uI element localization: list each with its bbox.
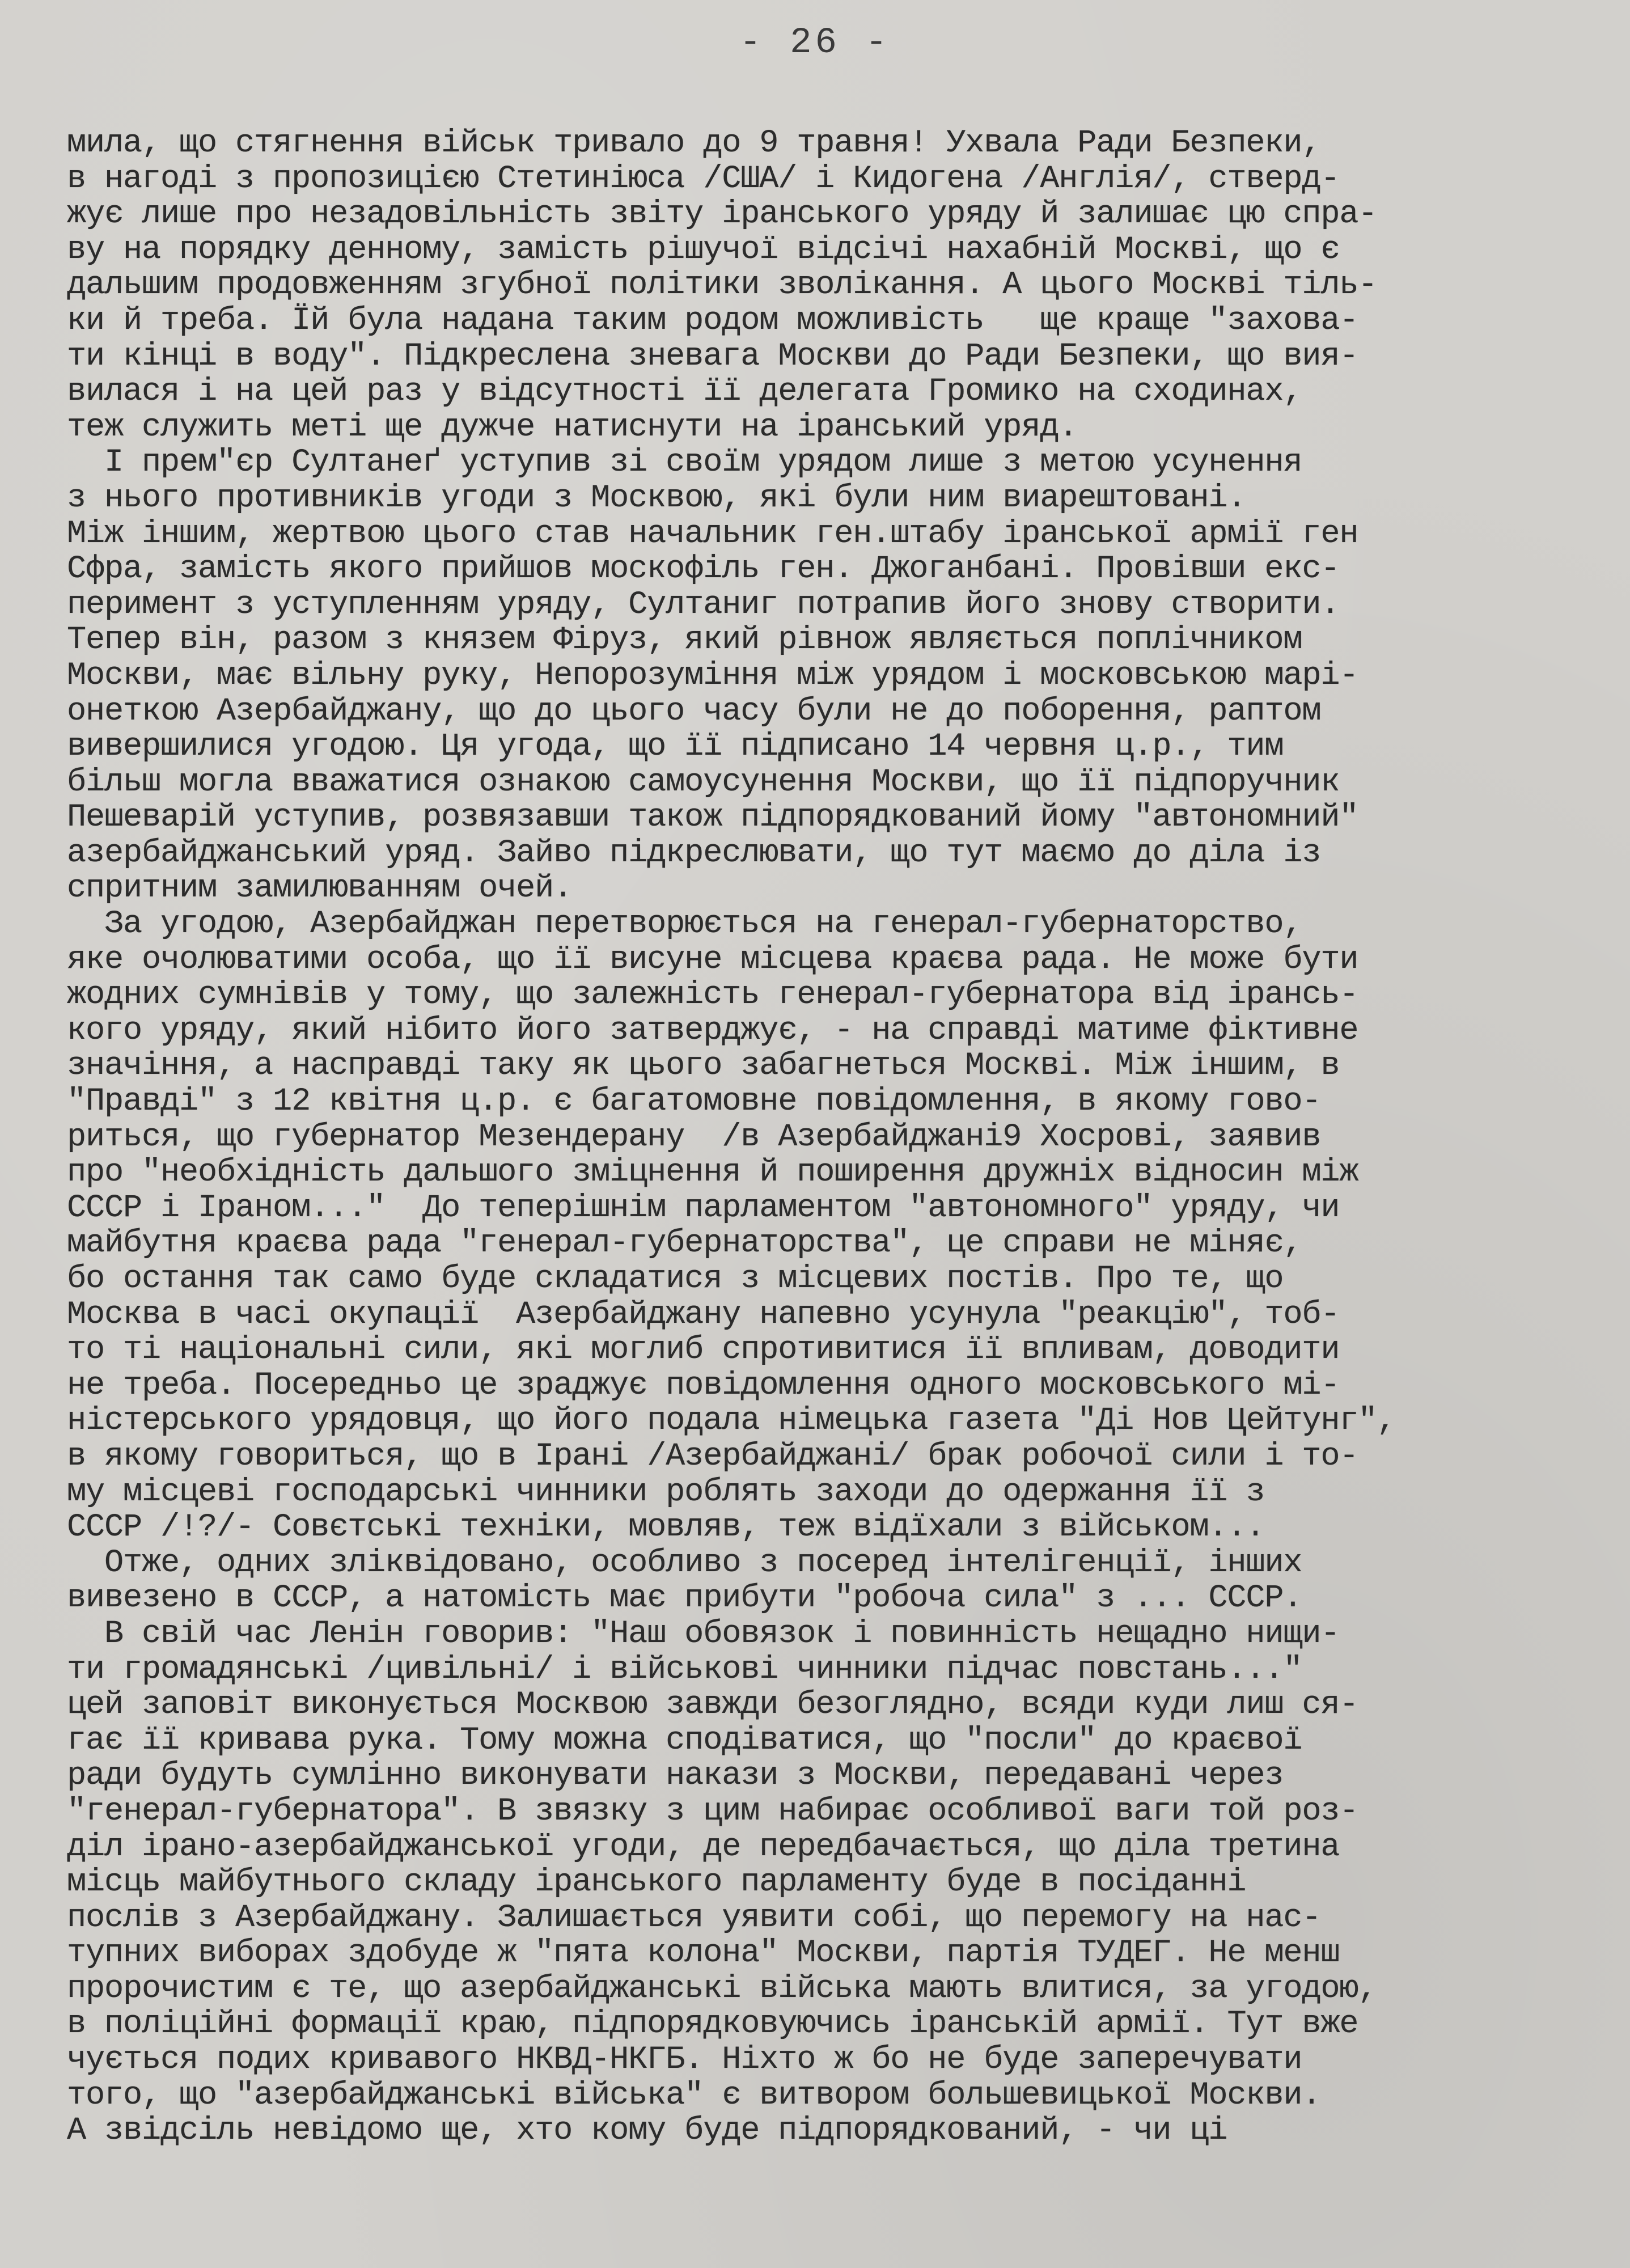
text-line: більш могла вважатися ознакою самоусунення Москви, що її підпоручник <box>67 764 1340 801</box>
text-line: Тепер він, разом з князем Фіруз, який рівнож являється поплічником <box>67 622 1302 659</box>
text-line: спритним замилюванням очей. <box>67 870 573 907</box>
text-line: ти кінці в воду". Підкреслена зневага Москви до Ради Безпеки, що вия- <box>67 338 1358 375</box>
text-line: перимент з уступленням уряду, Султаниг потрапив його знову створити. <box>67 586 1340 623</box>
text-line: азербайджанський уряд. Зайво підкреслювати, що тут маємо до діла із <box>67 835 1321 871</box>
text-line: жодних сумнівів у тому, що залежність генерал-губернатора від ірансь- <box>67 977 1358 1014</box>
text-line: дальшим продовженням згубної політики зволікання. А цього Москві тіль- <box>67 267 1377 304</box>
text-line: того, що "азербайджанські війська" є витвором большевицької Москви. <box>67 2077 1321 2114</box>
text-line: кого уряду, який нібито його затверджує, - на справді матиме фіктивне <box>67 1012 1358 1049</box>
text-line: бо остання так само буде складатися з місцевих постів. Про те, що <box>67 1261 1284 1297</box>
text-line: ністерського урядовця, що його подала німецька газета "Ді Нов Цейтунг", <box>67 1403 1396 1440</box>
text-line: ради будуть сумлінно виконувати накази з Москви, передавані через <box>67 1758 1284 1795</box>
text-line: Москви, має вільну руку, Непорозуміння між урядом і московською марі- <box>67 657 1358 694</box>
body-text <box>67 126 1575 2149</box>
text-line: діл ірано-азербайджанської угоди, де передбачається, що діла третина <box>67 1829 1340 1865</box>
text-line: "генерал-губернатора". В звязку з цим набирає особливої ваги той роз- <box>67 1793 1358 1830</box>
text-line: місць майбутнього складу іранського парламенту буде в посіданні <box>67 1864 1246 1901</box>
text-line: ки й треба. Їй була надана таким родом можливість ще краще "захова- <box>67 302 1358 339</box>
text-line: А звідсіль невідомо ще, хто кому буде підпорядкований, - чи ці <box>67 2113 1227 2149</box>
text-line: гає її кривава рука. Тому можна сподіватися, що "посли" до краєвої <box>67 1722 1302 1759</box>
text-line: чується подих кривавого НКВД-НКГБ. Ніхто ж бо не буде заперечувати <box>67 2042 1302 2079</box>
text-line: яке очолюватими особа, що її висуне місцева краєва рада. Не може бути <box>67 941 1358 978</box>
text-line: СССР і Іраном..." До теперішнім парламентом "автономного" уряду, чи <box>67 1190 1340 1226</box>
text-line: вивершилися угодою. Ця угода, що її підписано 14 червня ц.р., тим <box>67 729 1284 765</box>
text-line: Сфра, замість якого прийшов москофіль ген. Джоганбані. Провівши екс- <box>67 551 1340 588</box>
text-line: Пешеварій уступив, розвязавши також підпорядкований йому "автономний" <box>67 799 1358 836</box>
text-line: Між іншим, жертвою цього став начальник ген.штабу іранської армії ген <box>67 515 1358 552</box>
text-line: За угодою, Азербайджан перетворюється на генерал-губернаторство, <box>67 906 1302 943</box>
text-line: СССР /!?/- Совєтські техніки, мовляв, теж відїхали з військом... <box>67 1509 1265 1546</box>
text-line: в поліційні формації краю, підпорядковуючись іранській армії. Тут вже <box>67 2006 1358 2043</box>
text-line: в якому говориться, що в Ірані /Азербайджані/ брак робочої сили і то- <box>67 1438 1358 1475</box>
text-line: В свій час Ленін говорив: "Наш обовязок і повинність нещадно нищи- <box>67 1615 1340 1652</box>
text-line: пророчистим є те, що азербайджанські війська мають влитися, за угодою, <box>67 1970 1377 2007</box>
text-line: ти громадянські /цивільні/ і військові чинники підчас повстань..." <box>67 1651 1302 1688</box>
text-line: теж служить меті ще дужче натиснути на іранський уряд. <box>67 409 1078 446</box>
text-line: І прем"єр Султанеґ уступив зі своїм урядом лише з метою усунення <box>67 445 1302 481</box>
text-line: не треба. Посередньо це зраджує повідомлення одного московського мі- <box>67 1367 1340 1404</box>
text-line: майбутня краєва рада "генерал-губернаторства", це справи не міняє, <box>67 1225 1302 1262</box>
text-line: то ті національні сили, які моглиб спротивитися її впливам, доводити <box>67 1332 1340 1369</box>
text-line: в нагоді з пропозицією Стетиніюса /США/ і Кидогена /Англія/, стверд- <box>67 160 1340 197</box>
text-line: з нього противників угоди з Москвою, які були ним виарештовані. <box>67 480 1246 517</box>
text-line: вивезено в СССР, а натомість має прибути "робоча сила" з ... СССР. <box>67 1580 1302 1617</box>
text-line: онеткою Азербайджану, що до цього часу були не до поборення, раптом <box>67 693 1321 730</box>
text-line: про "необхідність дальшого зміцнення й поширення дружніх відносин між <box>67 1154 1358 1191</box>
text-line: ву на порядку денному, замість рішучої відсічі нахабній Москві, що є <box>67 231 1340 268</box>
text-line: мила, що стягнення військ тривало до 9 травня! Ухвала Ради Безпеки, <box>67 125 1321 162</box>
text-line: вилася і на цей раз у відсутності її делегата Громико на сходинах, <box>67 374 1302 411</box>
text-line: послів з Азербайджану. Залишається уявити собі, що перемогу на нас- <box>67 1899 1321 1936</box>
text-line: Отже, одних зліквідовано, особливо з посеред інтелігенції, інших <box>67 1545 1302 1581</box>
text-line: риться, що губернатор Мезендерану /в Азербайджані9 Хосрові, заявив <box>67 1119 1321 1156</box>
page-number: - 26 - <box>739 23 891 64</box>
text-line: жує лише про незадовільність звіту іранського уряду й залишає цю спра- <box>67 196 1377 233</box>
text-line: "Правді" з 12 квітня ц.р. є багатомовне повідомлення, в якому гово- <box>67 1084 1321 1120</box>
text-line: му місцеві господарські чинники роблять заходи до одержання її з <box>67 1474 1265 1510</box>
text-line: Москва в часі окупації Азербайджану напевно усунула "реакцію", тоб- <box>67 1296 1340 1333</box>
text-line: тупних виборах здобуде ж "пята колона" Москви, партія ТУДЕГ. Не менш <box>67 1935 1340 1972</box>
text-line: значіння, а насправді таку як цього забагнеться Москві. Між іншим, в <box>67 1048 1340 1085</box>
text-line: цей заповіт виконується Москвою завжди безоглядно, всяди куди лиш ся- <box>67 1687 1358 1724</box>
